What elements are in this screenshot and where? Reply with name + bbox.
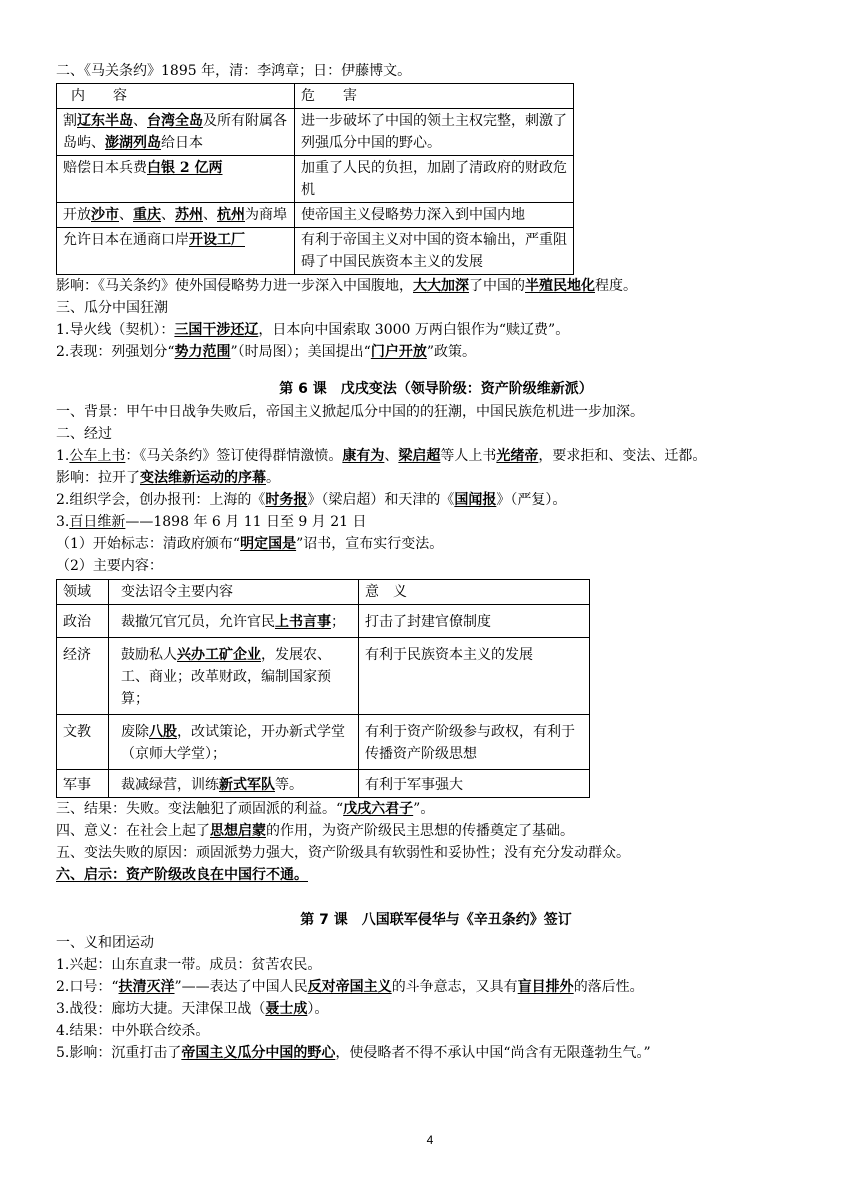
header-cell: 内 容 [57,84,295,109]
text-segment: 1.导火线（契机）： [56,322,175,338]
text-segment: 的斗争意志，又具有 [391,979,518,995]
content-cell [57,156,295,203]
text-segment: 一、背景：甲午中日战争失败后，帝国主义掀起瓜分中国的的狂潮，中国民族危机进一步加深。 [56,404,644,420]
header-cell: 意 义 [359,580,590,605]
decree-cell [109,605,359,638]
table-row [57,605,590,638]
text-segment: 裁减绿营，训练 [121,777,219,793]
text-segment: 给日本 [161,135,203,151]
text-segment: ”诏书，宣布实行变法。 [296,536,444,552]
text-segment: 裁撤冗官冗员，允许官民 [121,614,275,630]
section-heading-treaty: 二、《马关条约》1895 年，清：李鸿章；日：伊藤博文。 [56,63,412,79]
table-row [57,228,574,275]
domain-cell: 文教 [57,715,109,770]
emphasized-term: 国闻报 [454,492,497,508]
table-header-row [57,84,574,109]
text-block-d [56,932,816,1064]
text-segment: 1. [56,448,70,464]
emphasized-term: 杭州 [217,207,245,223]
emphasized-term: 白银 2 亿两 [147,160,223,176]
text-line [56,976,816,998]
emphasized-term: 反对帝国主义 [307,979,392,995]
emphasized-term: 思想启蒙 [210,823,266,839]
domain-cell: 经济 [57,638,109,715]
text-line [56,297,816,319]
emphasized-term: 时务报 [265,492,308,508]
text-segment: ； [331,614,345,630]
domain-cell: 军事 [57,770,109,798]
text-line [56,533,816,555]
lesson-7-title: 第 7 课 八国联军侵华与《辛丑条约》签订 [300,912,572,928]
text-segment: ——1898 年 6 月 11 日至 9 月 21 日 [125,514,367,530]
underlined-term: 百日维新 [69,514,126,530]
text-segment: ，要求拒和、变法、迁都。 [538,448,707,464]
text-segment: 3.战役：廊坊大捷。天津保卫战（ [56,1001,266,1017]
text-segment: ，使侵略者不得不承认中国“尚含有无限蓬勃生气。” [335,1045,651,1061]
significance-cell: 打击了封建官僚制度 [359,605,590,638]
table-row [57,109,574,156]
text-segment: 》（梁启超）和天津的《 [307,492,455,508]
emphasized-term: 苏州 [175,207,203,223]
page-number: 4 [426,1133,434,1147]
text-segment: 的落后性。 [573,979,644,995]
underlined-term: 公车上书 [69,448,126,464]
significance-cell: 有利于资产阶级参与政权，有利于传播资产阶级思想 [359,715,590,770]
text-segment: 等人上书 [440,448,497,464]
table-header-row [57,580,590,605]
text-segment: 五、变法失败的原因：顽固派势力强大，资产阶级具有软弱性和妥协性；没有充分发动群众。 [56,845,630,861]
text-line [56,864,816,886]
emphasized-term: 扶清灭洋 [118,979,175,995]
emphasized-term: 聂士成 [265,1001,308,1017]
table-row [57,638,590,715]
table-row [57,770,590,798]
text-line [56,798,816,820]
emphasized-term: 六、启示：资产阶级改良在中国行不通。 [56,867,308,883]
text-segment: 二、经过 [56,426,112,442]
text-segment: 。 [266,470,280,486]
emphasized-term: 梁启超 [398,448,441,464]
emphasized-term: 势力范围 [174,344,231,360]
text-line [56,423,816,445]
text-line [56,555,816,577]
text-segment: 的作用，为资产阶级民主思想的传播奠定了基础。 [266,823,574,839]
text-line [56,1020,816,1042]
harm-cell: 有利于帝国主义对中国的资本输出，严重阻碍了中国民族资本主义的发展 [295,228,574,275]
text-segment: 等。 [275,777,303,793]
text-segment: ：《马关条约》签订使得群情激愤。 [125,448,343,464]
emphasized-term: 光绪帝 [496,448,539,464]
decree-cell [109,715,359,770]
emphasized-term: 开设工厂 [189,232,245,248]
emphasized-term: 新式军队 [219,777,275,793]
header-cell: 领域 [57,580,109,605]
text-segment: 三、结果：失败。变法触犯了顽固派的利益。“ [56,801,344,817]
text-line [56,445,816,467]
emphasized-term: 上书言事 [275,614,331,630]
emphasized-term: 半殖民地化 [525,278,595,294]
emphasized-term: 兴办工矿企业 [177,647,261,663]
text-line [56,954,816,976]
text-segment: 赔偿日本兵费 [63,160,147,176]
emphasized-term: 三国干涉还辽 [174,322,259,338]
text-line [56,401,816,423]
text-segment: ”——表达了中国人民 [174,979,308,995]
text-segment: 》（严复）。 [496,492,567,508]
header-cell: 变法诏令主要内容 [109,580,359,605]
text-segment: 、 [161,207,175,223]
text-segment: ，日本向中国索取 3000 万两白银作为“赎辽费”。 [258,322,570,338]
emphasized-term: 台湾全岛 [147,113,203,129]
text-line [56,467,816,489]
emphasized-term: 澎湖列岛 [105,135,161,151]
text-segment: 影响：《马关条约》使外国侵略势力进一步深入中国腹地， [56,278,413,294]
emphasized-term: 帝国主义瓜分中国的野心 [181,1045,336,1061]
text-segment: 四、意义：在社会上起了 [56,823,210,839]
text-line [56,842,816,864]
content-cell [57,109,295,156]
text-segment: 一、义和团运动 [56,935,154,951]
text-line [56,932,816,954]
text-segment: 2.口号：“ [56,979,119,995]
text-block-a [56,275,816,363]
emphasized-term: 康有为 [342,448,385,464]
harm-cell: 进一步破坏了中国的领土主权完整，刺激了列强瓜分中国的野心。 [295,109,574,156]
emphasized-term: 变法维新运动的序幕 [140,470,266,486]
text-segment: 割 [63,113,77,129]
text-segment: 允许日本在通商口岸 [63,232,189,248]
document-page [56,60,816,1064]
text-segment: 为商埠 [245,207,287,223]
text-segment: 、 [384,448,399,464]
text-segment: 废除 [121,724,149,740]
text-line [56,998,816,1020]
emphasized-term: 明定国是 [240,536,297,552]
domain-cell: 政治 [57,605,109,638]
text-segment: 2.组织学会，创办报刊：上海的《 [56,492,266,508]
text-segment: 5.影响：沉重打击了 [56,1045,182,1061]
text-segment: 、 [133,113,147,129]
decree-cell [109,638,359,715]
text-line [56,341,816,363]
text-segment: 影响：拉开了 [56,470,140,486]
text-segment: 程度。 [595,278,637,294]
text-segment: （1）开始标志：清政府颁布“ [56,536,241,552]
header-cell: 危 害 [295,84,574,109]
treaty-table [56,83,574,275]
harm-cell: 使帝国主义侵略势力深入到中国内地 [295,203,574,228]
text-segment: ）。 [307,1001,329,1017]
harm-cell: 加重了人民的负担，加剧了清政府的财政危机 [295,156,574,203]
text-segment: 、 [119,207,133,223]
reform-table [56,579,590,798]
text-line [56,820,816,842]
text-segment: 2.表现：列强划分“ [56,344,175,360]
text-segment: 3. [56,514,70,530]
text-segment: ，改试策论，开办新式学堂（京师大学堂）； [121,724,345,762]
text-line [56,275,816,297]
text-line [56,489,816,511]
text-line [56,511,816,533]
emphasized-term: 门户开放 [370,344,427,360]
content-cell [57,228,295,275]
text-segment: 、 [203,207,217,223]
emphasized-term: 戊戌六君子 [343,801,414,817]
emphasized-term: 八股 [149,724,177,740]
text-block-b [56,401,816,577]
text-block-c [56,798,816,886]
text-segment: 了中国的 [469,278,525,294]
significance-cell: 有利于民族资本主义的发展 [359,638,590,715]
emphasized-term: 沙市 [91,207,119,223]
text-segment: （2）主要内容： [56,558,163,574]
text-line [56,319,816,341]
emphasized-term: 大大加深 [413,278,469,294]
text-segment: 三、瓜分中国狂潮 [56,300,168,316]
emphasized-term: 辽东半岛 [77,113,133,129]
significance-cell: 有利于军事强大 [359,770,590,798]
lesson-6-title: 第 6 课 戊戌变法（领导阶级：资产阶级维新派） [279,381,593,397]
decree-cell [109,770,359,798]
emphasized-term: 盲目排外 [517,979,574,995]
text-segment: 4.结果：中外联合绞杀。 [56,1023,210,1039]
text-segment: 1.兴起：山东直隶一带。成员：贫苦农民。 [56,957,322,973]
text-segment: ，发展农、工、商业；改革财政，编制国家预算； [121,647,331,707]
text-segment: 鼓励私人 [121,647,177,663]
content-cell [57,203,295,228]
text-segment: 开放 [63,207,91,223]
text-segment: ”。 [413,801,435,817]
text-line [56,1042,816,1064]
text-segment: ”（时局图）；美国提出“ [230,344,371,360]
table-row [57,715,590,770]
text-segment: ”政策。 [426,344,477,360]
emphasized-term: 重庆 [133,207,161,223]
table-row [57,156,574,203]
text-segment: 及所有附属各岛屿、 [63,113,287,151]
table-row [57,203,574,228]
